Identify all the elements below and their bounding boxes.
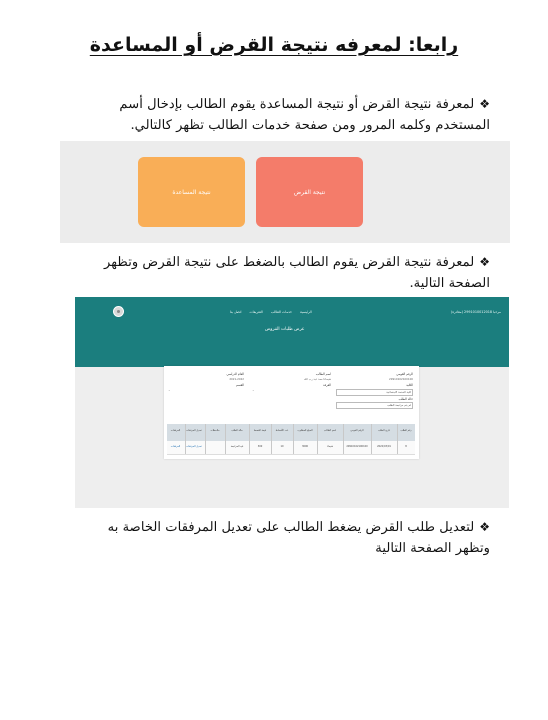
table-cell: 29910102100100: [346, 445, 368, 448]
table-header: تاريخ الطلب: [377, 429, 390, 432]
main-nav: [230, 310, 312, 314]
paragraph-text: لمعرفة نتيجة القرض يقوم الطالب بالضغط على نتيجة القرض وتظهر الصفحة التالية.: [104, 255, 490, 291]
paragraph-loan-result: [70, 252, 490, 294]
nav-home[interactable]: الرئيسية: [300, 310, 312, 314]
table-divider: [249, 424, 250, 454]
loan-result-card[interactable]: [256, 157, 363, 227]
loan-request-panel: [164, 366, 419, 459]
table-header: رقم الطلب: [400, 429, 412, 432]
paragraph-login-info: [70, 94, 490, 136]
table-divider: [343, 424, 344, 454]
section-heading: [0, 34, 548, 56]
diamond-bullet-icon: ❖: [479, 520, 490, 534]
table-header: الرقم القومي: [350, 429, 364, 432]
college-label: الكلية: [406, 383, 413, 387]
table-header: تعديل المرفقات: [186, 429, 202, 432]
table-header: حالة الطلب: [231, 429, 243, 432]
table-header: عدد الأقساط: [275, 429, 289, 432]
status-value: لم يتم مراجعة الطلب: [387, 402, 411, 407]
table-divider: [271, 424, 272, 454]
attachments-link[interactable]: المرفقات: [170, 445, 181, 448]
table-divider: [371, 424, 372, 454]
table-divider: [225, 424, 226, 454]
level-label: الفرقة: [323, 383, 331, 387]
table-cell: 2022/03/01: [377, 445, 391, 448]
status-label: حالة الطلب: [398, 397, 413, 401]
table-header: ملاحظات: [210, 429, 220, 432]
college-select-value: كلية الخدمة الاجتماعية: [386, 389, 411, 394]
student-services-screenshot: [60, 141, 510, 243]
nav-definitions[interactable]: التعريفات: [249, 310, 263, 314]
year-value: 2021-2022: [229, 377, 244, 381]
student-name-label: اسم الطالب: [315, 372, 331, 376]
paragraph-text: لمعرفة نتيجة القرض أو نتيجة المساعدة يقوم الطالب بإدخال أسم المستخدم وكلمه المرور ومن صفحة خدمات الطالب تظهر كالتالي.: [119, 97, 490, 133]
section-dropdown-icon[interactable]: ⌄: [168, 388, 171, 392]
table-cell: 3000: [301, 445, 309, 448]
loan-requests-screenshot: [75, 297, 509, 508]
requests-table: [167, 424, 415, 454]
aid-result-card[interactable]: [138, 157, 245, 227]
welcome-text: مرحبا 2991010012018 (مغادرة): [450, 310, 501, 314]
edit-attachments-link[interactable]: تعديل المرفقات: [186, 445, 202, 448]
table-divider: [205, 424, 206, 454]
diamond-bullet-icon: ❖: [479, 255, 490, 269]
table-cell: 8: [405, 445, 407, 448]
table-divider: [397, 424, 398, 454]
student-name-value: شيماء احمد عبد رب الله: [303, 377, 331, 381]
table-divider: [185, 424, 186, 454]
table-header: اسم الطالب: [323, 429, 337, 432]
page-title: عرض طلبات القروض: [265, 327, 305, 332]
table-header: قيمة القسط: [253, 429, 267, 432]
diamond-bullet-icon: ❖: [479, 97, 490, 111]
table-cell: 10: [280, 445, 284, 448]
national-id-label: الرقم القومي: [396, 372, 413, 376]
university-logo-icon: [113, 306, 124, 317]
table-divider: [293, 424, 294, 454]
nav-contact[interactable]: اتصل بنا: [230, 310, 242, 314]
site-header: [75, 297, 509, 367]
paragraph-text: لتعديل طلب القرض يضغط الطالب على تعديل المرفقات الخاصة به وتظهر الصفحة التالية: [107, 520, 490, 556]
paragraph-edit-request: [70, 517, 490, 559]
loan-result-label: نتيجة القرض: [293, 188, 326, 196]
table-cell: شيماء: [327, 445, 333, 448]
section-heading-text: رابعا: لمعرفه نتيجة القرض أو المساعدة: [89, 34, 459, 56]
year-label: العام الدراسي: [226, 372, 244, 376]
national-id-value: 29910102100100: [389, 377, 413, 381]
table-cell: قيد المراجعة: [230, 445, 244, 448]
nav-student-services[interactable]: خدمات الطالب: [270, 310, 293, 314]
table-header: المرفقات: [170, 429, 181, 432]
level-dropdown-icon[interactable]: ⌄: [252, 388, 255, 392]
aid-result-label: نتيجة المساعدة: [172, 188, 211, 196]
table-cell: 300: [257, 445, 263, 448]
section-label: القسم: [236, 383, 244, 387]
table-header: المبلغ المطلوب: [297, 429, 313, 432]
table-divider: [317, 424, 318, 454]
